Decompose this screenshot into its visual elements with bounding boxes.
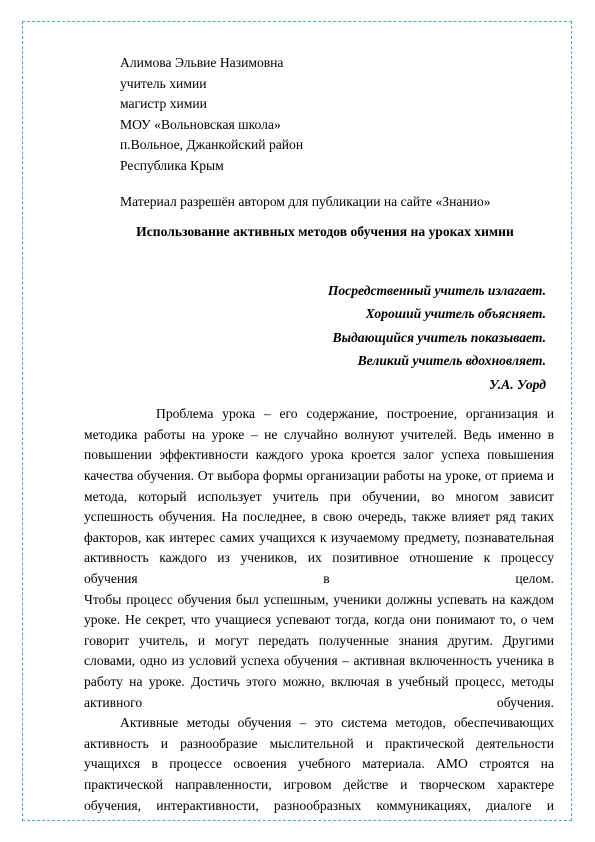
document-page (84, 53, 554, 816)
epigraph (84, 279, 554, 397)
paragraph: Активные методы обучения – это система методов, обеспечивающих активность и разнообразие мыслительной и практической деятельности учащихся в процессе освоения учебного материала. АМО строятся на практической направленности, игровом действе и творческом характере обучения, интерактивности, разнообразных коммуникациях, диалоге и (84, 715, 554, 813)
author-school: МОУ «Вольновская школа» (120, 116, 281, 132)
document-title: Использование активных методов обучения на уроках химии (136, 224, 514, 240)
epigraph-line: Выдающийся учитель показывает. (332, 329, 546, 345)
author-degree: магистр химии (120, 96, 207, 112)
author-position: учитель химии (120, 75, 207, 91)
paragraph: Проблема урока – его содержание, построение, организация и методика работы на уроке – не случайно волнуют учителей. Ведь именно в повышении эффективности каждого урока кроется залог успеха повышения качества обучения. От выбора формы организации работы на уроке, от приема и метода, который использует учитель при обучении, во многом зависит успешность обучения. На последнее, в свою очередь, также влияет ряд таких факторов, как интерес самих учащихся к изучаемому предмету, познавательная активность каждого из учеников, их позитивное отношение к процессу обучения в целом. (84, 406, 554, 586)
paragraph: Чтобы процесс обучения был успешным, ученики должны успевать на каждом уроке. Не секрет, что учащиеся успевают тогда, когда они понимают то, о чем говорит учитель, и могут передать полученные знания другим. Другими словами, одно из условий успеха обучения – активная включенность ученика в работу на уроке. Достичь этого можно, включая в учебный процесс, методы активного обучения. (84, 591, 554, 710)
body-text (84, 404, 554, 816)
author-name: Алимова Эльвие Назимовна (120, 55, 284, 70)
epigraph-line: Хороший учитель объясняет. (365, 306, 546, 322)
permission-note: Материал разрешён автором для публикации на сайте «Знанио» (120, 193, 491, 209)
author-block (120, 53, 554, 177)
epigraph-line: Великий учитель вдохновляет. (357, 353, 546, 369)
author-region: Республика Крым (120, 157, 224, 173)
epigraph-author: У.А. Уорд (489, 376, 546, 392)
author-location: п.Вольное, Джанкойский район (120, 137, 304, 153)
epigraph-line: Посредственный учитель излагает. (327, 282, 546, 298)
